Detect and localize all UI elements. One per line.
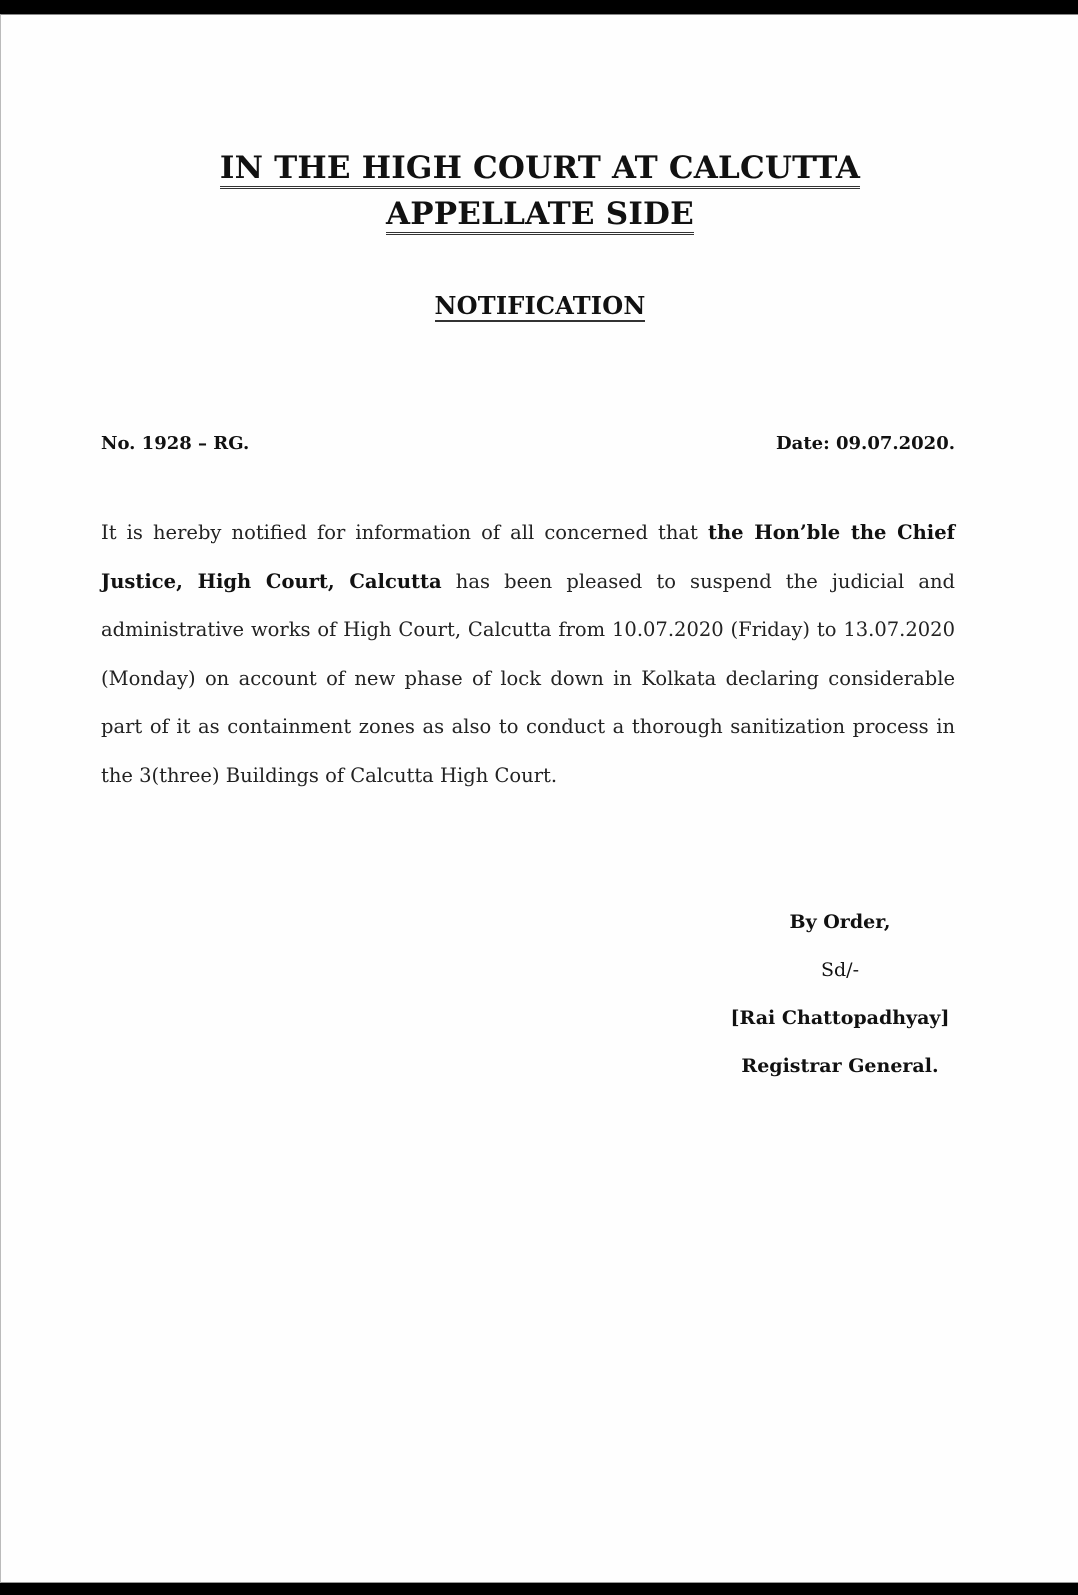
body-bold-text: the Hon’ble the Chief Justice, High Court, Calcutta [101,521,956,593]
side-title [1,196,1078,232]
body-text-1: It is hereby notified for information of all concerned that [101,521,708,544]
top-black-bar [0,0,1078,14]
reference-row [101,433,955,454]
notification-title-text: NOTIFICATION [434,291,646,320]
body-text-2: has been pleased to suspend the judicial and administrative works of High Court, Calcutta from 10.07.2020 (Friday) to 13.07.2020 (Monday) on account of new phase of lock down in Kolkata declaring considerable part of it as containment zones as also to conduct a thorough sanitization process in the 3(three) Buildings of Calcutta High Court. [101,569,955,787]
notification-title [1,291,1078,320]
by-order: By Order, [789,911,891,933]
bottom-black-bar [0,1583,1078,1595]
court-title-text: IN THE HIGH COURT AT CALCUTTA [220,150,860,189]
notification-date: Date: 09.07.2020. [776,433,955,454]
side-title-text: APPELLATE SIDE [386,196,694,235]
document-page [0,14,1078,1583]
signatory-designation: Registrar General. [741,1055,939,1077]
notification-body [101,509,955,800]
notification-number: No. 1928 – RG. [101,433,250,454]
signed-mark: Sd/- [821,959,859,981]
signatory-name: [Rai Chattopadhyay] [730,1007,950,1029]
court-title [1,150,1078,186]
